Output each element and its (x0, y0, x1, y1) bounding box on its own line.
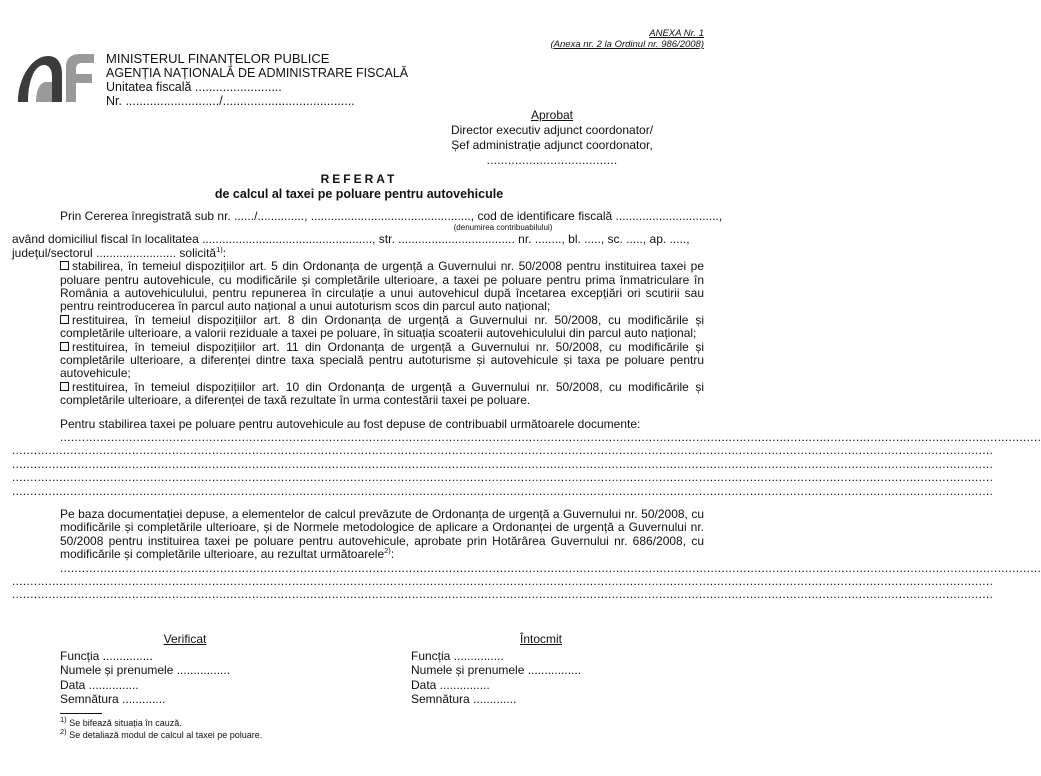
registration-number-field: Nr. .........................../...................................... (106, 94, 355, 108)
issuer-block (106, 52, 408, 108)
results-fill-line[interactable]: .............................................................................................................................................................................................................................................................................. (12, 574, 994, 589)
documents-fill-line[interactable]: .............................................................................................................................................................................................................................................................................. (12, 456, 994, 471)
checkbox-icon[interactable] (60, 315, 69, 324)
taxpayer-name-caption: (denumirea contribuabilului) (453, 223, 553, 233)
annex-reference (551, 28, 705, 50)
prepared-block (411, 632, 671, 707)
document-title: REFERAT (320, 172, 398, 186)
annex-title: ANEXA Nr. 1 (649, 28, 704, 39)
agency-name: AGENȚIA NAȚIONALĂ DE ADMINISTRARE FISCALĂ (106, 66, 409, 80)
anaf-logo (14, 50, 96, 104)
verified-function: Funcția ............... (60, 648, 153, 663)
document-subtitle: de calcul al taxei pe poluare pentru autovehicule (214, 187, 504, 201)
option-text: restituirea, în temeiul dispozițiilor art. 8 din Ordonanța de urgență a Guvernului nr. 50/2008, cu modificările și completările ulterioare, a valorii reziduale a taxei pe poluare, în situația scoaterii autovehiculului din parcul auto național; (60, 312, 704, 341)
verified-title: Verificat (163, 632, 207, 646)
approval-role-2: Șef administrație adjunct coordonator, (451, 138, 653, 152)
footnote-divider (60, 713, 102, 714)
results-fill-line[interactable]: .............................................................................................................................................................................................................................................................................. (60, 560, 1041, 575)
option-item[interactable] (12, 260, 704, 314)
footnote-2: $^{2)}$ Se detaliază modul de calcul al taxei pe poluare. (60, 727, 263, 740)
documents-fill-line[interactable]: .............................................................................................................................................................................................................................................................................. (12, 470, 994, 485)
document-body (12, 209, 1041, 602)
verified-date: Data ............... (60, 677, 139, 692)
verified-signature: Semnătura ............. (60, 692, 166, 706)
approval-signature-line: ..................................... (486, 153, 618, 167)
request-line-2: având domiciliul fiscal în localitatea ..................................................., str. ................................... nr. ........, bl. ....., sc. ....., ap. ....., (12, 232, 690, 247)
county-field: județul/sectorul ........................ solicită (12, 245, 217, 260)
prepared-function: Funcția ............... (411, 648, 504, 663)
footnotes (60, 717, 262, 741)
ministry-name: MINISTERUL FINANȚELOR PUBLICE (106, 51, 330, 66)
approval-block (412, 108, 692, 168)
footnote-1: $^{1)}$ Se bifează situația în cauză. (60, 715, 182, 728)
fiscal-unit-field: Unitatea fiscală ......................... (106, 80, 282, 94)
checkbox-icon[interactable] (60, 261, 69, 270)
documents-intro: Pentru stabilirea taxei pe poluare pentru autovehicule au fost depuse de contribuabil următoarele documente: (60, 416, 641, 431)
footnote-ref-1: 1) (216, 244, 223, 254)
verified-block (60, 632, 310, 707)
documents-fill-line[interactable]: .............................................................................................................................................................................................................................................................................. (12, 443, 994, 458)
documents-fill-line[interactable]: .............................................................................................................................................................................................................................................................................. (12, 483, 994, 498)
prepared-date: Data ............... (411, 677, 490, 692)
calculation-basis: Pe baza documentației depuse, a elementelor de calcul prevăzute de Ordonanța de urgență a Guvernului nr. 50/2008, cu modificările și completările ulterioare, și de Normele metodologice de aplicare a Ordonanței de urgență a Guvernului nr. 50/2008 pentru instituirea taxei pe poluare pentru autovehicule, aprobate prin Hotărârea Guvernului nr. 686/2008, cu modificările și completările ulterioare, au rezultat următoarele$^{2)}$: (60, 507, 704, 562)
approval-role-1: Director executiv adjunct coordonator/ (450, 123, 654, 137)
request-line-1: Prin Cererea înregistrată sub nr. ....../.............., ................................................, cod de identificare fiscală ..............................., (60, 209, 723, 223)
option-text: restituirea, în temeiul dispozițiilor art. 11 din Ordonanța de urgență a Guvernului nr. 50/2008, cu modificările și completările ulterioare, a diferenței dintre taxa specială pentru autoturisme și autovehicule și taxa pe poluare pentru autovehicule; (60, 339, 704, 381)
checkbox-icon[interactable] (60, 382, 69, 391)
option-text: stabilirea, în temeiul dispozițiilor art. 5 din Ordonanța de urgență a Guvernului nr. 50/2008 pentru instituirea taxei pe poluare pentru autovehicule, cu modificările și completările ulterioare, a taxei pe poluare pentru prima înmatriculare în România a autovehiculului, pentru repunerea în circulație a unui autovehicul după încetarea excepțiări ori scutirii sau pentru reintroducerea în parcul auto național a unui autoturism scos din parcul auto național; (60, 259, 704, 314)
prepared-signature: Semnătura ............. (411, 692, 517, 706)
option-item[interactable] (12, 341, 704, 381)
document-heading (0, 172, 718, 201)
request-line-3: județul/sectorul ........................ solicită$^{1)}$: (12, 244, 227, 260)
results-fill-line[interactable]: .............................................................................................................................................................................................................................................................................. (12, 587, 994, 602)
prepared-title: Întocmit (519, 632, 562, 646)
approval-title: Aprobat (530, 108, 574, 122)
option-item[interactable] (12, 381, 704, 408)
documents-fill-line[interactable]: .............................................................................................................................................................................................................................................................................. (60, 430, 1041, 445)
annex-order-reference: (Anexa nr. 2 la Ordinul nr. 986/2008) (550, 39, 704, 50)
footnote-ref-2: 2) (384, 546, 391, 556)
option-text: restituirea, în temeiul dispozițiilor art. 10 din Ordonanța de urgență a Guvernului nr. 50/2008, cu modificările și completările ulterioare, a diferenței de taxă rezultate în urma contestării taxei pe poluare. (60, 379, 704, 408)
verified-name: Numele și prenumele ................ (60, 663, 231, 677)
checkbox-icon[interactable] (60, 342, 69, 351)
prepared-name: Numele și prenumele ................ (411, 663, 582, 677)
option-item[interactable] (12, 314, 704, 341)
